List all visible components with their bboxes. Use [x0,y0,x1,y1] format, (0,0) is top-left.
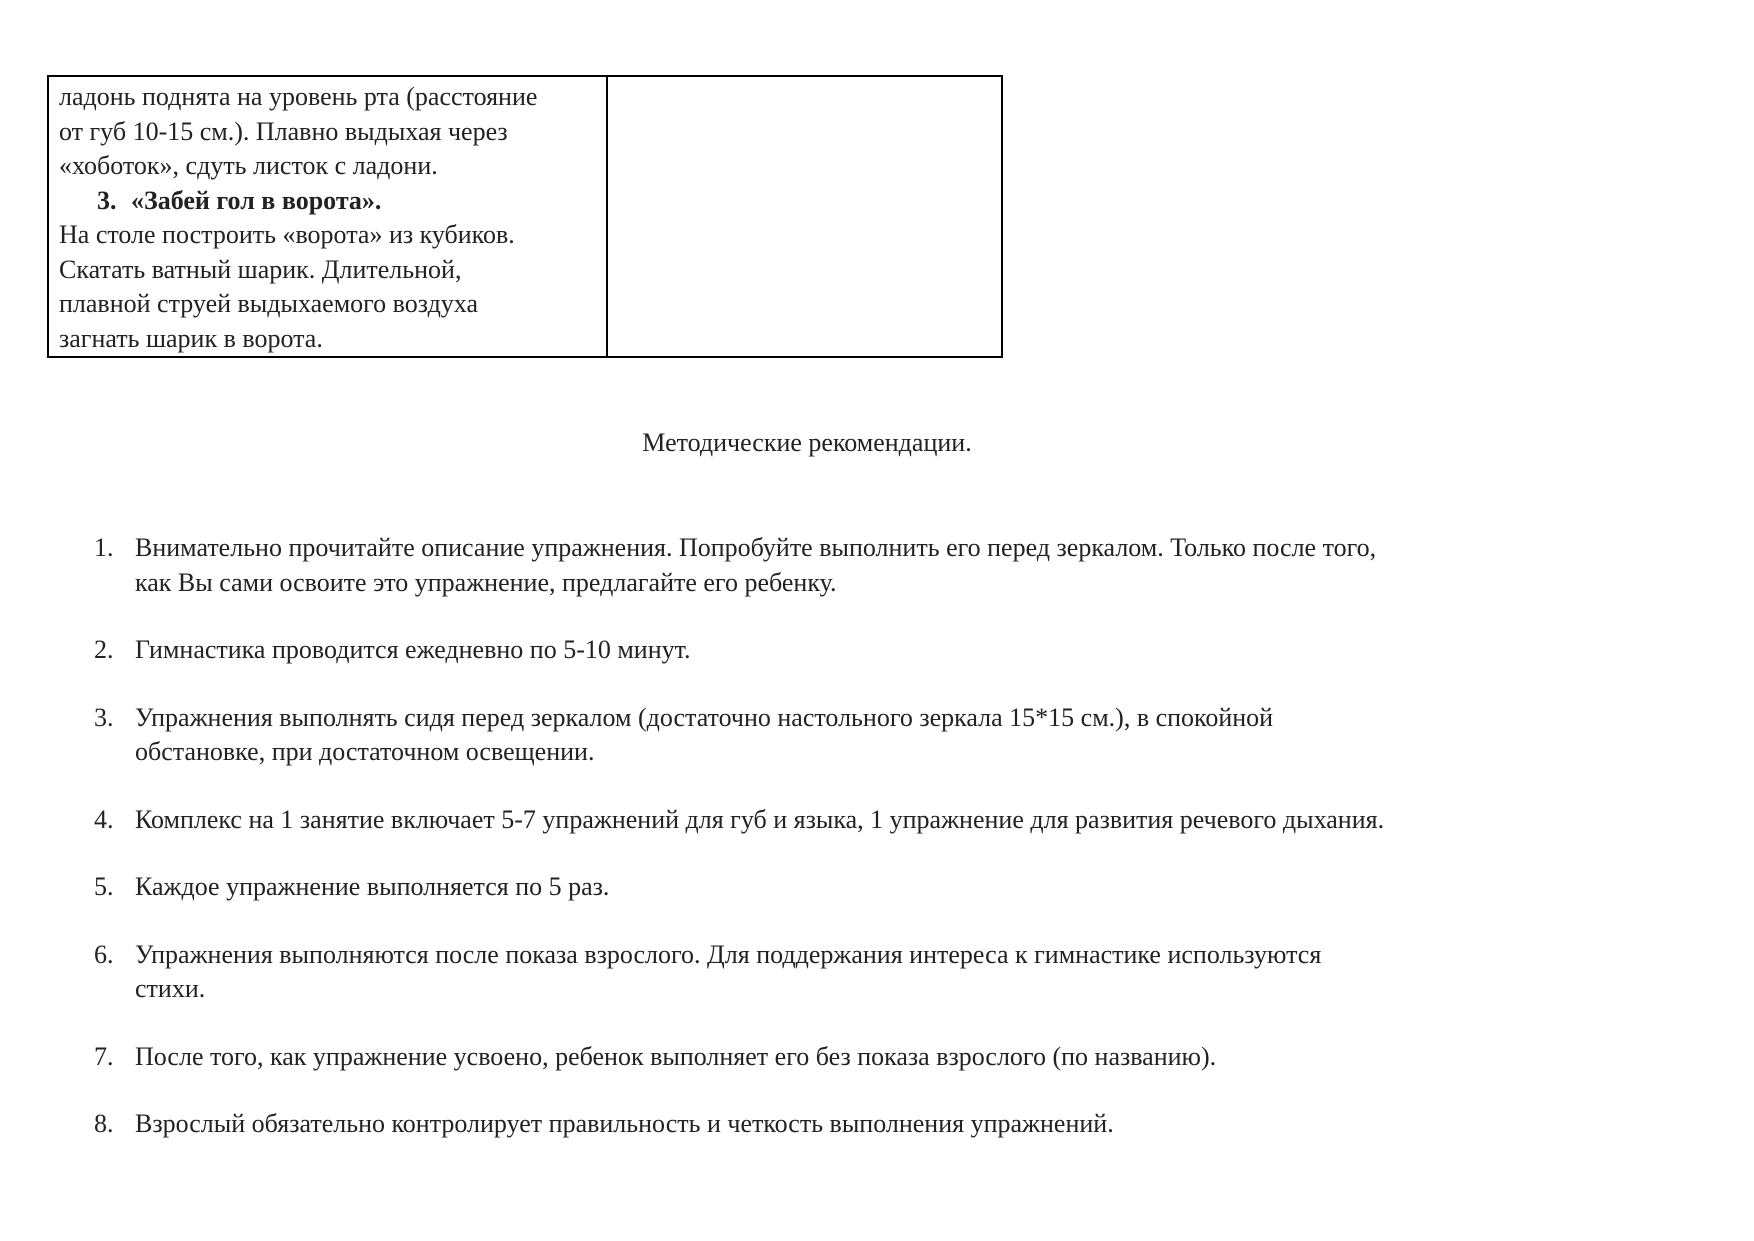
item-line: стихи. [135,974,206,1003]
empty-image-cell [607,76,1002,357]
list-item [94,1107,1574,1142]
exercise-heading [59,184,598,219]
list-item [94,1040,1574,1075]
item-number: 5. [94,872,114,901]
item-number: 1. [94,533,114,562]
item-line: Упражнения выполнять сидя перед зеркалом (достаточно настольного зеркала 15*15 см.), в спокойной [135,702,1274,732]
recommendations-title: Методические рекомендации. [642,428,972,457]
table-line: На столе построить «ворота» из кубиков. [59,220,515,249]
table-line: ладонь поднята на уровень рта (расстояние [59,82,538,111]
list-item [94,633,1574,668]
list-item [94,531,1574,600]
item-number: 3. [94,702,114,732]
item-line: После того, как упражнение усвоено, ребенок выполняет его без показа взрослого (по названию). [135,1041,1217,1071]
table-line: от губ 10-15 см.). Плавно выдыхая через [59,116,508,146]
table-line: плавной струей выдыхаемого воздуха [59,289,478,318]
table-line: «хоботок», сдуть листок с ладони. [59,151,438,180]
list-item [94,870,1574,905]
item-number: 8. [94,1109,114,1138]
exercise-number: 3. [97,185,117,215]
item-number: 7. [94,1041,114,1071]
list-item [94,803,1574,838]
list-item [94,938,1574,1007]
item-line: обстановке, при достаточном освещении. [135,737,595,766]
table-line: Скатать ватный шарик. Длительной, [59,254,462,284]
item-line: Комплекс на 1 занятие включает 5-7 упражнений для губ и языка, 1 упражнение для развития речевого дыхания. [135,804,1385,834]
item-line: Каждое упражнение выполняется по 5 раз. [135,872,610,901]
table-row [48,76,1002,357]
table-line: загнать шарик в ворота. [59,323,323,353]
item-line: Внимательно прочитайте описание упражнения. Попробуйте выполнить его перед зеркалом. Только после того, [135,533,1377,562]
item-line: Гимнастика проводится ежедневно по 5-10 минут. [135,635,691,664]
item-line: Упражнения выполняются после показа взрослого. Для поддержания интереса к гимнастике используются [135,939,1322,969]
exercise-description-cell [48,76,607,357]
exercise-table [47,75,1003,358]
item-number: 6. [94,939,114,969]
recommendations-list [94,531,1574,1175]
list-item [94,701,1574,770]
item-number: 2. [94,635,114,664]
item-line: как Вы сами освоите это упражнение, предлагайте его ребенку. [135,567,837,597]
item-number: 4. [94,804,114,834]
exercise-title: «Забей гол в ворота». [131,185,382,215]
item-line: Взрослый обязательно контролирует правильность и четкость выполнения упражнений. [135,1109,1114,1138]
